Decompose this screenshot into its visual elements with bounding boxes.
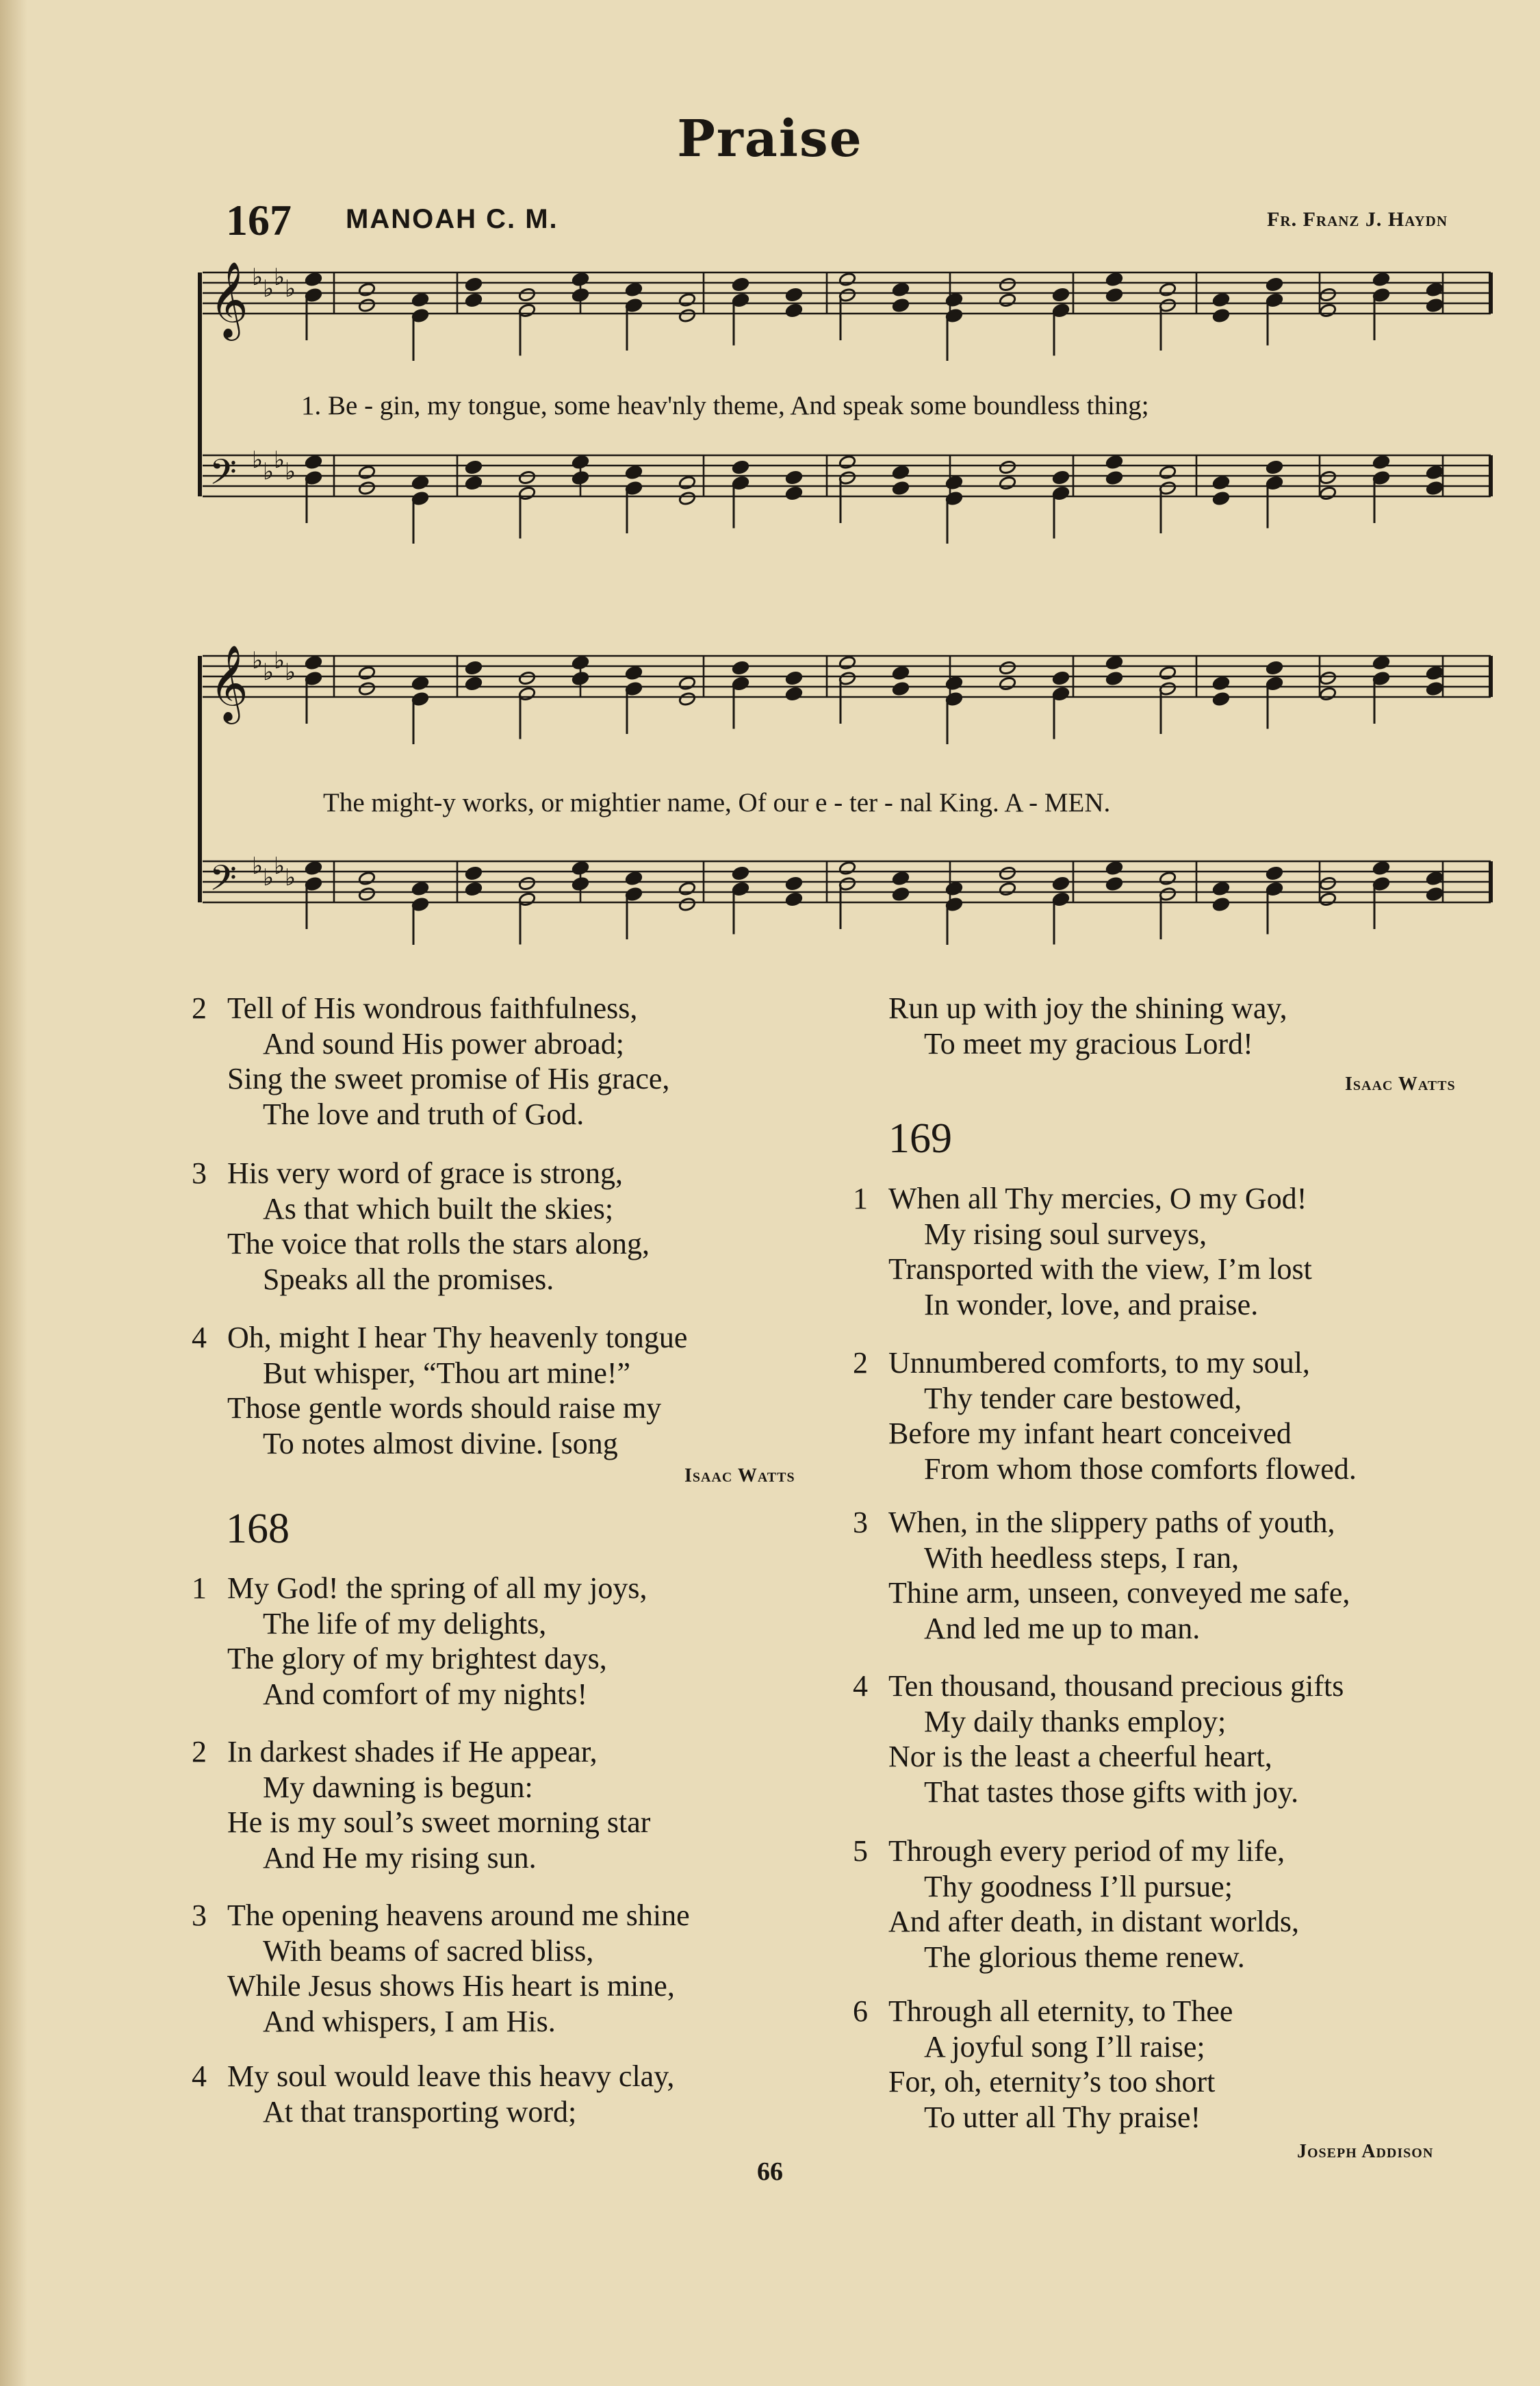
- note-head: [785, 288, 803, 303]
- verse-line: To utter all Thy praise!: [924, 2100, 1201, 2134]
- note-head: [358, 481, 376, 496]
- note-head: [1159, 871, 1177, 886]
- note-head: [892, 481, 910, 496]
- note-head: [358, 298, 376, 313]
- flat-icon: ♭: [285, 660, 296, 685]
- verse-line: The life of my delights,: [263, 1606, 547, 1640]
- verse-line: Speaks all the promises.: [263, 1262, 554, 1296]
- note-head: [999, 277, 1016, 292]
- verse-line: From whom those comforts flowed.: [924, 1451, 1357, 1486]
- note-head: [411, 292, 429, 307]
- note-head: [892, 298, 910, 313]
- verse-line: In wonder, love, and praise.: [924, 1287, 1259, 1321]
- verse-line: Ten thousand, thousand precious gifts: [888, 1669, 1344, 1703]
- hymn-169-verse-4: [853, 1668, 1344, 1810]
- hymn-169-verse-2: [853, 1345, 1357, 1486]
- verse-line: Unnumbered comforts, to my soul,: [888, 1346, 1310, 1380]
- verse-line: And sound His power abroad;: [263, 1026, 624, 1061]
- note-head: [1372, 655, 1390, 670]
- note-head: [945, 881, 963, 896]
- note-head: [1212, 292, 1230, 307]
- hymn-167-composer: Fr. Franz J. Haydn: [1267, 208, 1448, 231]
- verse-line: Thy goodness I’ll pursue;: [924, 1869, 1233, 1903]
- note-head: [625, 871, 643, 886]
- verse-line: My rising soul surveys,: [924, 1217, 1207, 1251]
- note-head: [678, 292, 696, 307]
- hymn-169-number: 169: [888, 1115, 952, 1162]
- note-head: [678, 491, 696, 506]
- verse-line: The love and truth of God.: [263, 1097, 585, 1131]
- verse-line: Sing the sweet promise of His grace,: [227, 1062, 670, 1095]
- page-number: 66: [757, 2157, 783, 2186]
- note-head: [305, 272, 322, 287]
- note-head: [892, 887, 910, 902]
- verse-line: For, oh, eternity’s too short: [888, 2065, 1216, 2098]
- verse-line: That tastes those gifts with joy.: [924, 1775, 1299, 1809]
- note-head: [999, 293, 1016, 308]
- verse-line: In darkest shades if He appear,: [227, 1735, 598, 1768]
- note-head: [838, 655, 856, 670]
- note-head: [678, 897, 696, 912]
- note-head: [1105, 655, 1123, 670]
- hymn-167-verse-3: [192, 1156, 650, 1297]
- note-head: [785, 892, 803, 907]
- note-head: [572, 861, 589, 876]
- verse-line: When all Thy mercies, O my God!: [888, 1182, 1307, 1215]
- flat-icon: ♭: [263, 459, 274, 485]
- note-head: [785, 671, 803, 686]
- note-head: [1319, 470, 1337, 485]
- note-head: [945, 676, 963, 691]
- note-head: [999, 476, 1016, 491]
- note-head: [572, 876, 589, 891]
- treble-clef-icon: 𝄞: [209, 261, 248, 338]
- note-head: [945, 292, 963, 307]
- flat-icon: ♭: [263, 865, 274, 891]
- verse-line: To meet my gracious Lord!: [924, 1026, 1253, 1061]
- verse-line: And after death, in distant worlds,: [888, 1905, 1299, 1938]
- note-head: [358, 871, 376, 886]
- verse-line: While Jesus shows His heart is mine,: [227, 1969, 675, 2003]
- flat-icon: ♭: [274, 648, 285, 674]
- note-head: [1266, 277, 1283, 292]
- flat-icon: ♭: [252, 448, 264, 473]
- hymn-168-verse-4a: [192, 2059, 674, 2129]
- note-head: [1052, 671, 1070, 686]
- verse-line: My dawning is begun:: [263, 1770, 533, 1804]
- note-head: [465, 661, 483, 676]
- flat-icon: ♭: [285, 865, 296, 891]
- flat-icon: ♭: [274, 448, 285, 473]
- note-head: [1266, 460, 1283, 475]
- verse-number: 3: [853, 1506, 868, 1539]
- hymn-169-verse-3: [853, 1505, 1350, 1646]
- note-head: [1052, 288, 1070, 303]
- note-head: [518, 470, 536, 485]
- note-head: [358, 465, 376, 480]
- note-head: [1426, 298, 1443, 313]
- note-head: [999, 460, 1016, 475]
- hymn-168-verse-4b: [853, 991, 1287, 1061]
- hymn-168-number: 168: [226, 1506, 290, 1552]
- flat-icon: ♭: [252, 854, 264, 879]
- note-head: [892, 681, 910, 696]
- verse-line: Tell of His wondrous faithfulness,: [227, 991, 638, 1025]
- verse-line: My daily thanks employ;: [924, 1704, 1227, 1738]
- note-head: [1319, 486, 1337, 501]
- note-head: [411, 676, 429, 691]
- note-head: [892, 282, 910, 297]
- note-head: [1105, 861, 1123, 876]
- hymn-168-verse-1: [192, 1571, 647, 1712]
- hymn-168-verse-2: [192, 1734, 650, 1875]
- note-head: [1105, 455, 1123, 470]
- note-head: [518, 671, 536, 686]
- verse-number: 4: [192, 2059, 207, 2093]
- note-head: [1052, 876, 1070, 891]
- note-head: [892, 665, 910, 681]
- verse-line: Through every period of my life,: [888, 1834, 1285, 1868]
- bass-clef-icon: 𝄢: [209, 451, 237, 501]
- note-head: [1426, 681, 1443, 696]
- verse-number: 3: [192, 1156, 207, 1190]
- verse-line: Thy tender care bestowed,: [924, 1381, 1242, 1415]
- note-head: [1266, 661, 1283, 676]
- note-head: [678, 475, 696, 490]
- hymn-167-verse-4: [192, 1320, 687, 1461]
- verse-line: Before my infant heart conceived: [888, 1417, 1292, 1450]
- verse-line: And comfort of my nights!: [263, 1677, 588, 1711]
- verse-line: Transported with the view, I’m lost: [888, 1252, 1312, 1286]
- note-head: [1212, 897, 1230, 912]
- note-head: [1212, 881, 1230, 896]
- note-head: [465, 293, 483, 308]
- flat-icon: ♭: [285, 277, 296, 302]
- flat-icon: ♭: [252, 265, 264, 290]
- note-head: [1319, 671, 1337, 686]
- note-head: [892, 871, 910, 886]
- hymn-167-tune: MANOAH C. M.: [346, 204, 559, 234]
- note-head: [1105, 671, 1123, 686]
- flat-icon: ♭: [263, 277, 274, 302]
- note-head: [1319, 876, 1337, 891]
- verse-number: 6: [853, 1994, 868, 2028]
- flat-icon: ♭: [263, 660, 274, 685]
- verse-line: The opening heavens around me shine: [227, 1899, 690, 1932]
- note-head: [999, 882, 1016, 897]
- note-head: [1159, 465, 1177, 480]
- note-head: [1105, 288, 1123, 303]
- hymn-167-verse-2: [192, 991, 669, 1132]
- note-head: [678, 308, 696, 323]
- hymn-167-lyric-line-1: 1. Be - gin, my tongue, some heav'nly theme, And speak some boundless thing;: [301, 391, 1149, 420]
- note-head: [785, 303, 803, 318]
- verse-number: 2: [853, 1346, 868, 1380]
- verse-line: With heedless steps, I ran,: [924, 1540, 1240, 1575]
- music-score: [197, 260, 1498, 945]
- note-head: [1426, 887, 1443, 902]
- note-head: [465, 866, 483, 881]
- flat-icon: ♭: [252, 648, 264, 674]
- verse-line: His very word of grace is strong,: [227, 1156, 623, 1190]
- note-head: [465, 882, 483, 897]
- verse-number: 1: [853, 1182, 868, 1215]
- note-head: [572, 272, 589, 287]
- note-head: [465, 460, 483, 475]
- verse-line: But whisper, “Thou art mine!”: [263, 1356, 631, 1390]
- note-head: [572, 470, 589, 485]
- verse-line: Those gentle words should raise my: [227, 1391, 662, 1425]
- note-head: [1212, 308, 1230, 323]
- verse-line: The glory of my brightest days,: [227, 1642, 607, 1675]
- note-head: [732, 661, 749, 676]
- verse-line: With beams of sacred bliss,: [263, 1933, 594, 1968]
- note-head: [892, 465, 910, 480]
- note-head: [838, 272, 856, 287]
- note-head: [411, 881, 429, 896]
- note-head: [465, 277, 483, 292]
- note-head: [999, 661, 1016, 676]
- verse-line: He is my soul’s sweet morning star: [227, 1805, 651, 1839]
- note-head: [1212, 676, 1230, 691]
- note-head: [785, 486, 803, 501]
- hymn-167-number: 167: [226, 196, 292, 244]
- note-head: [838, 455, 856, 470]
- note-head: [625, 465, 643, 480]
- hymn-168-verse-3: [192, 1898, 690, 2039]
- flat-icon: ♭: [274, 854, 285, 879]
- note-head: [572, 671, 589, 686]
- verse-line: And led me up to man.: [924, 1611, 1201, 1645]
- note-head: [1212, 691, 1230, 707]
- note-head: [465, 676, 483, 691]
- verse-line: And whispers, I am His.: [263, 2004, 556, 2038]
- verse-number: 1: [192, 1571, 207, 1605]
- note-head: [625, 665, 643, 681]
- verse-line: The voice that rolls the stars along,: [227, 1227, 650, 1260]
- section-title: Praise: [677, 110, 863, 168]
- note-head: [1159, 282, 1177, 297]
- note-head: [1426, 871, 1443, 886]
- note-head: [1426, 481, 1443, 496]
- verse-number: 3: [192, 1899, 207, 1932]
- note-head: [1266, 866, 1283, 881]
- note-head: [785, 470, 803, 485]
- hymn-169-verse-6: [853, 1994, 1233, 2135]
- note-head: [1372, 861, 1390, 876]
- note-head: [1319, 303, 1337, 318]
- note-head: [1105, 876, 1123, 891]
- verse-line: As that which built the skies;: [263, 1191, 614, 1226]
- verse-line: At that transporting word;: [263, 2094, 577, 2129]
- verse-line: My soul would leave this heavy clay,: [227, 2059, 675, 2093]
- verse-line: My God! the spring of all my joys,: [227, 1571, 647, 1605]
- note-head: [1372, 455, 1390, 470]
- note-head: [518, 288, 536, 303]
- note-head: [838, 861, 856, 876]
- verse-number: 2: [192, 1735, 207, 1768]
- note-head: [358, 282, 376, 297]
- note-head: [1319, 288, 1337, 303]
- note-head: [1426, 465, 1443, 480]
- note-head: [518, 876, 536, 891]
- note-head: [305, 861, 322, 876]
- note-head: [1319, 687, 1337, 702]
- note-head: [1159, 665, 1177, 681]
- note-head: [732, 866, 749, 881]
- note-head: [572, 288, 589, 303]
- note-head: [572, 455, 589, 470]
- note-head: [1212, 491, 1230, 506]
- note-head: [465, 476, 483, 491]
- verse-number: 4: [853, 1669, 868, 1703]
- verse-line: Oh, might I hear Thy heavenly tongue: [227, 1321, 688, 1354]
- note-head: [1426, 282, 1443, 297]
- note-head: [358, 681, 376, 696]
- verse-line: And He my rising sun.: [263, 1840, 537, 1875]
- note-head: [1372, 272, 1390, 287]
- note-head: [1052, 470, 1070, 485]
- flat-icon: ♭: [274, 265, 285, 290]
- hymn-167-lyric-line-2: The might-y works, or mightier name, Of our e - ter - nal King. A - MEN.: [323, 788, 1111, 817]
- note-head: [678, 691, 696, 707]
- verse-line: When, in the slippery paths of youth,: [888, 1506, 1335, 1539]
- note-head: [305, 655, 322, 670]
- note-head: [732, 277, 749, 292]
- verse-number: 2: [192, 991, 207, 1025]
- note-head: [1105, 470, 1123, 485]
- verse-line: The glorious theme renew.: [924, 1940, 1245, 1974]
- verse-line: Through all eternity, to Thee: [888, 1994, 1233, 2028]
- verse-number: 4: [192, 1321, 207, 1354]
- hymn-169-author: Joseph Addison: [1297, 2141, 1434, 2162]
- note-head: [999, 676, 1016, 691]
- page-edge-shadow: [0, 0, 27, 2386]
- note-head: [1426, 665, 1443, 681]
- note-head: [785, 687, 803, 702]
- note-head: [1105, 272, 1123, 287]
- flat-icon: ♭: [285, 459, 296, 485]
- treble-clef-icon: 𝄞: [209, 644, 248, 721]
- bass-clef-icon: 𝄢: [209, 857, 237, 907]
- note-head: [678, 881, 696, 896]
- note-head: [572, 655, 589, 670]
- note-head: [785, 876, 803, 891]
- note-head: [732, 460, 749, 475]
- verse-line: A joyful song I’ll raise;: [924, 2029, 1205, 2064]
- verse-line: Run up with joy the shining way,: [888, 991, 1287, 1025]
- verse-line: Nor is the least a cheerful heart,: [888, 1740, 1272, 1773]
- verse-line: To notes almost divine. [song: [263, 1426, 618, 1460]
- hymn-169-verse-5: [853, 1833, 1299, 1975]
- note-head: [1319, 892, 1337, 907]
- hymn-169-verse-1: [853, 1181, 1312, 1322]
- verse-line: Thine arm, unseen, conveyed me safe,: [888, 1576, 1350, 1610]
- note-head: [625, 282, 643, 297]
- note-head: [1212, 475, 1230, 490]
- hymn-167-author: Isaac Watts: [684, 1465, 795, 1486]
- note-head: [358, 665, 376, 681]
- note-head: [411, 475, 429, 490]
- note-head: [305, 455, 322, 470]
- verse-number: 5: [853, 1834, 868, 1868]
- note-head: [358, 887, 376, 902]
- note-head: [945, 475, 963, 490]
- note-head: [999, 866, 1016, 881]
- note-head: [678, 676, 696, 691]
- hymn-168-author: Isaac Watts: [1345, 1074, 1456, 1095]
